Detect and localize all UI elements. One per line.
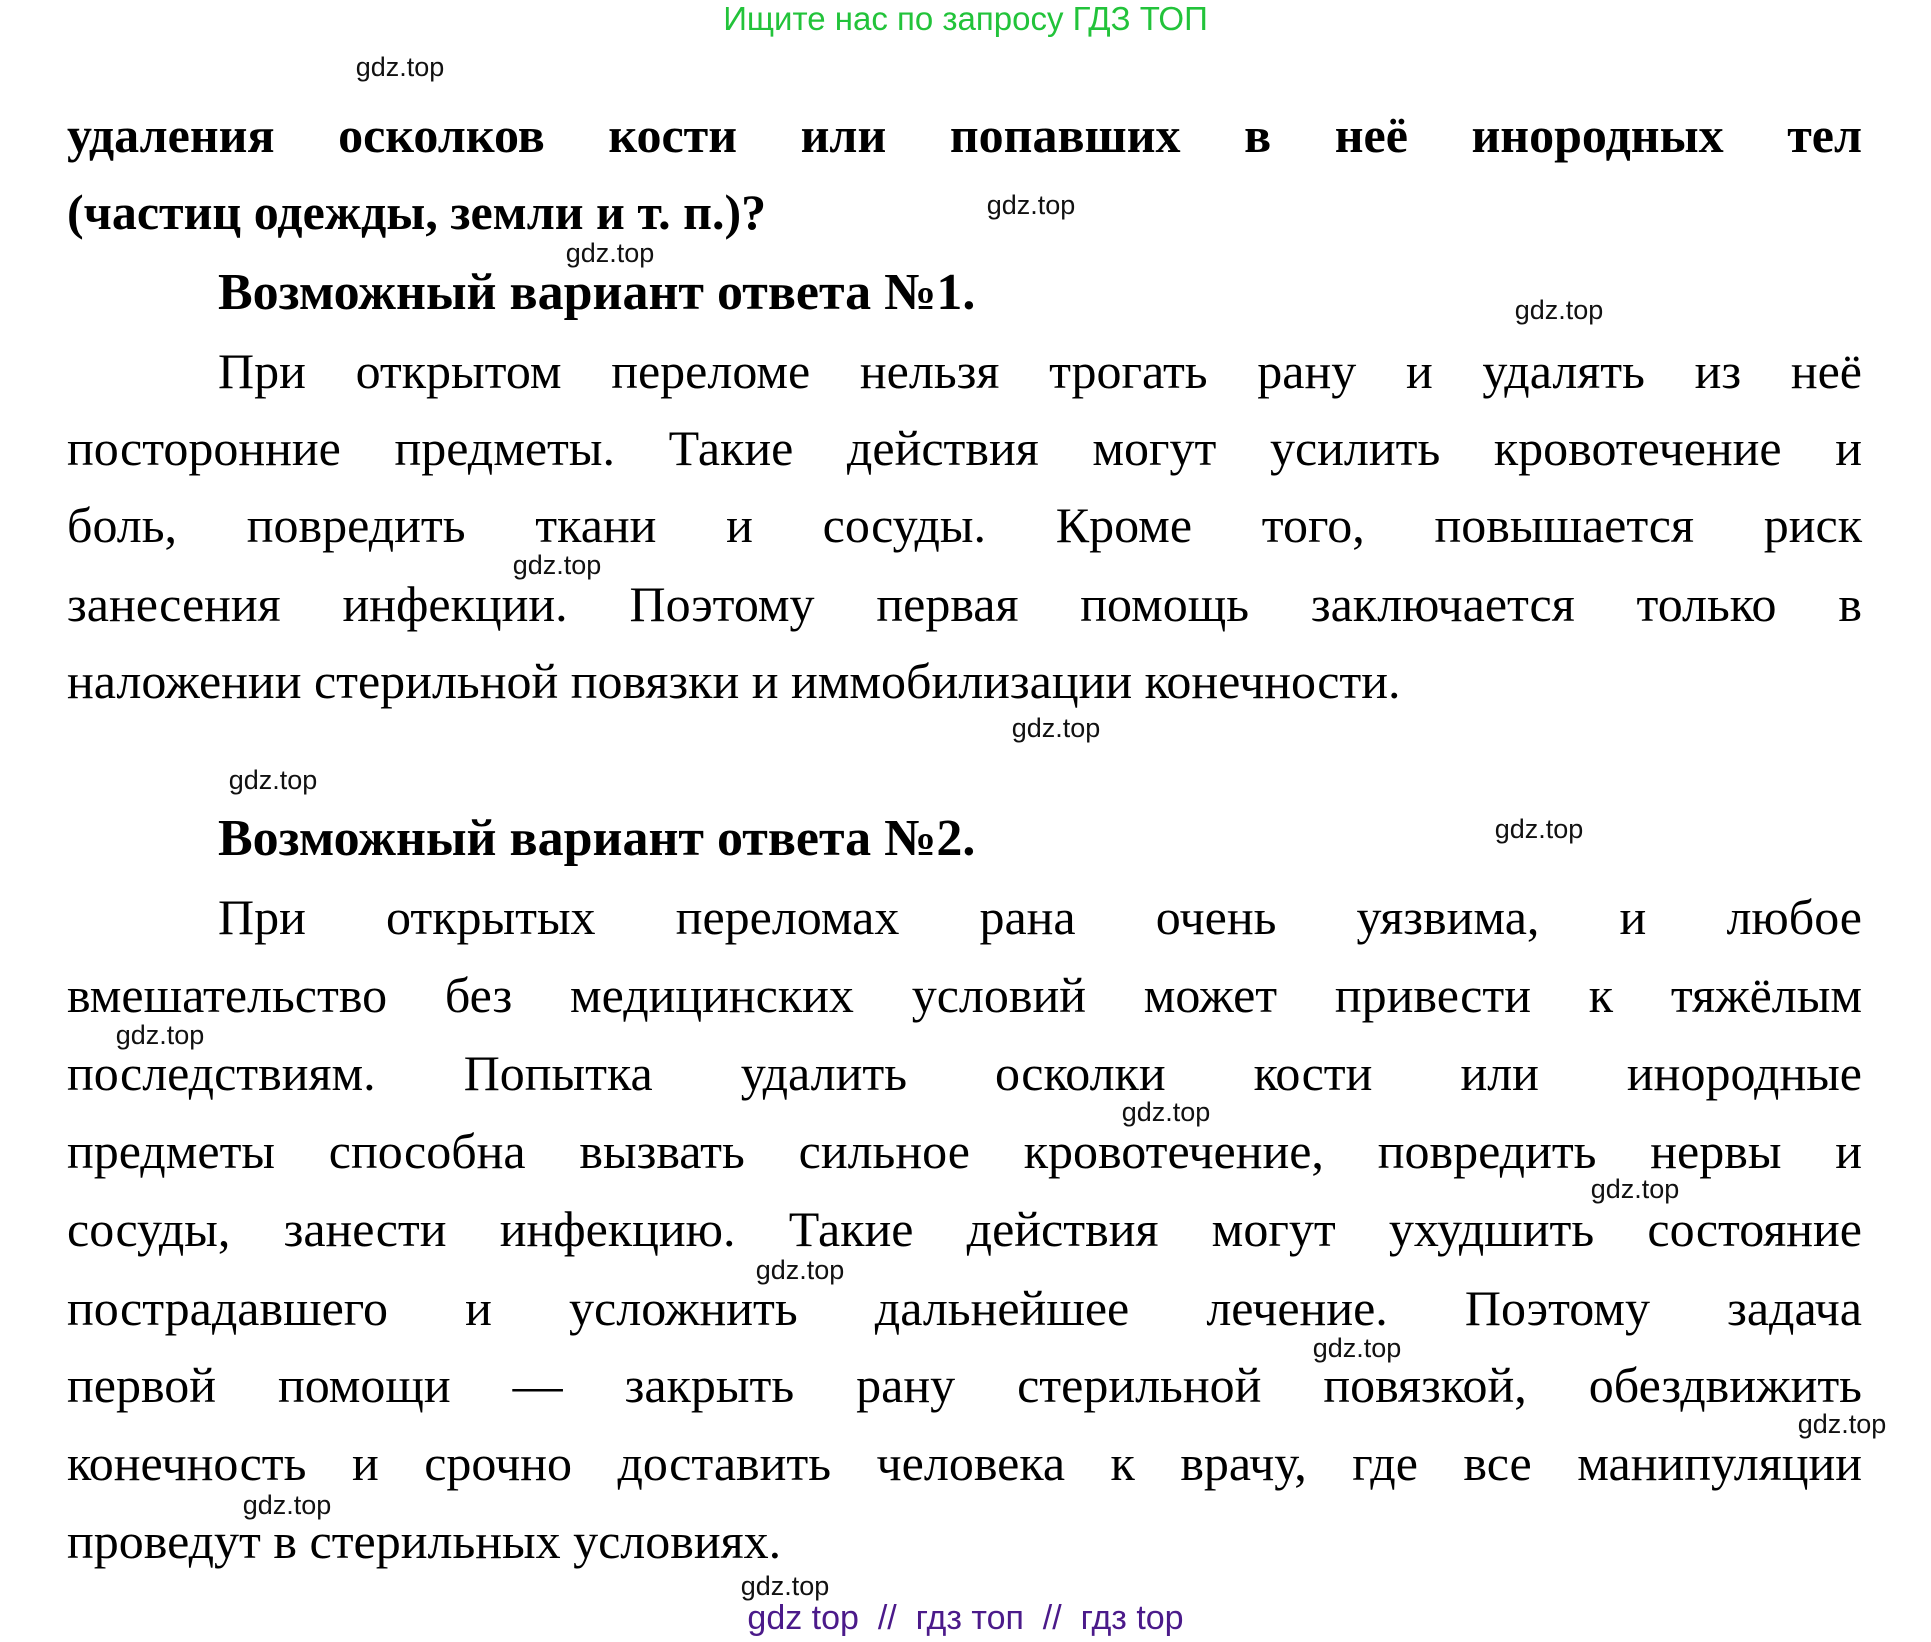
watermark: gdz.top: [986, 190, 1076, 220]
answer-2-line: конечность и срочно доставить человека к врачу, где все манипуляции: [67, 1435, 1862, 1491]
answer-2-line: первой помощи — закрыть рану стерильной повязкой, обездвижить: [67, 1357, 1862, 1413]
answer-1-line: При открытом переломе нельзя трогать рану и удалять из неё: [218, 343, 1862, 399]
watermark: gdz.top: [1011, 713, 1101, 743]
promo-header: Ищите нас по запросу ГДЗ ТОП: [723, 0, 1208, 37]
watermark: gdz.top: [1312, 1333, 1402, 1363]
answer-2-line: проведут в стерильных условиях.: [67, 1513, 782, 1569]
watermark: gdz.top: [1514, 295, 1604, 325]
answer-2-line: предметы способна вызвать сильное кровотечение, повредить нервы и: [67, 1123, 1862, 1179]
question-line: (частиц одежды, земли и т. п.)?: [67, 184, 767, 240]
watermark: gdz.top: [1494, 814, 1584, 844]
watermark: gdz.top: [565, 238, 655, 268]
watermark: gdz.top: [228, 765, 318, 795]
answer-2-heading: Возможный вариант ответа №2.: [218, 810, 976, 867]
watermark: gdz.top: [512, 550, 602, 580]
watermark: gdz.top: [740, 1571, 830, 1601]
answer-1-line: занесения инфекции. Поэтому первая помощь заключается только в: [67, 576, 1862, 632]
answer-1-line: боль, повредить ткани и сосуды. Кроме того, повышается риск: [67, 497, 1862, 553]
watermark: gdz.top: [242, 1490, 332, 1520]
answer-2-line: При открытых переломах рана очень уязвима, и любое: [218, 889, 1862, 945]
question-line: удаления осколков кости или попавших в неё инородных тел: [67, 107, 1862, 163]
watermark: gdz.top: [1797, 1409, 1887, 1439]
watermark: gdz.top: [1121, 1097, 1211, 1127]
answer-1-heading: Возможный вариант ответа №1.: [218, 264, 976, 321]
answer-2-line: последствиям. Попытка удалить осколки кости или инородные: [67, 1045, 1862, 1101]
answer-2-line: сосуды, занести инфекцию. Такие действия могут ухудшить состояние: [67, 1201, 1862, 1257]
watermark: gdz.top: [1590, 1174, 1680, 1204]
watermark: gdz.top: [115, 1020, 205, 1050]
answer-2-line: вмешательство без медицинских условий может привести к тяжёлым: [67, 967, 1862, 1023]
footer-links: gdz top // гдз топ // гдз top: [747, 1599, 1184, 1637]
answer-1-line: посторонние предметы. Такие действия могут усилить кровотечение и: [67, 420, 1862, 476]
watermark: gdz.top: [355, 52, 445, 82]
answer-2-line: пострадавшего и усложнить дальнейшее лечение. Поэтому задача: [67, 1280, 1862, 1336]
watermark: gdz.top: [755, 1255, 845, 1285]
answer-1-line: наложении стерильной повязки и иммобилизации конечности.: [67, 653, 1401, 709]
